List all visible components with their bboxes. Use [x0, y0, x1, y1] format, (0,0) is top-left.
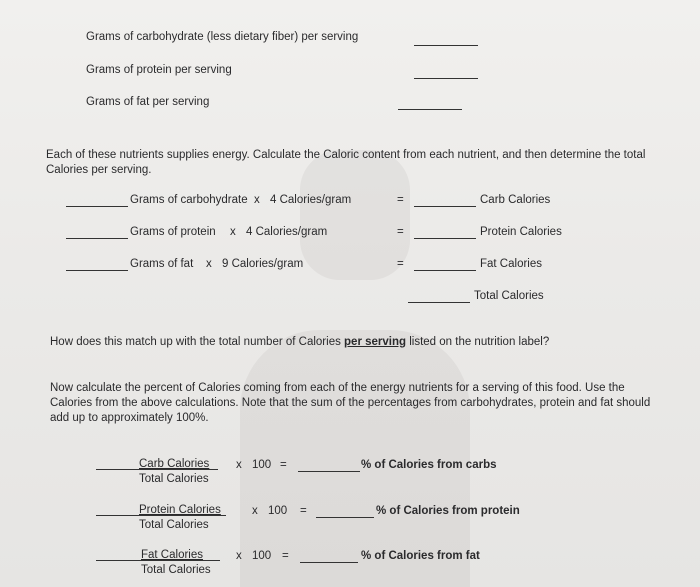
calc-row-fat-result: Fat Calories: [480, 258, 542, 270]
fat-denominator: Total Calories: [141, 564, 211, 576]
carb-grams-blank[interactable]: [414, 45, 478, 46]
fat-percent-factor: 100: [252, 550, 272, 562]
fat-numerator: Fat Calories: [141, 549, 203, 561]
calc-row-carb-label: Grams of carbohydrate: [130, 194, 248, 206]
calc-row-protein-eq: =: [397, 226, 404, 238]
protein-percent-eq: =: [300, 505, 307, 517]
calc-row-fat-label: Grams of fat: [130, 258, 194, 270]
calc-row-fat-factor: 9 Calories/gram: [222, 258, 304, 270]
calc-row-carb-eq: =: [397, 194, 404, 206]
fat-percent-op: x: [236, 550, 242, 562]
calc-row-carb-factor: 4 Calories/gram: [270, 194, 352, 206]
protein-denominator: Total Calories: [139, 519, 209, 531]
protein-numerator: Protein Calories: [139, 504, 221, 516]
protein-grams-label: Grams of protein per serving: [86, 64, 232, 76]
calc-row-protein-label: Grams of protein: [130, 226, 216, 238]
carb-percent-op: x: [236, 459, 242, 471]
carb-calories-blank[interactable]: [414, 206, 476, 207]
fat-grams-blank[interactable]: [398, 109, 462, 110]
protein-grams-blank[interactable]: [414, 78, 478, 79]
carb-percent-factor: 100: [252, 459, 272, 471]
carb-numerator: Carb Calories: [139, 458, 210, 470]
carb-denominator: Total Calories: [139, 473, 209, 485]
calc-row-protein-op: x: [230, 226, 236, 238]
protein-calories-blank[interactable]: [414, 238, 476, 239]
carb-percent-result: % of Calories from carbs: [361, 459, 497, 471]
calories-instructions: Each of these nutrients supplies energy. Calculate the Caloric content from each nutrient, and then determine the total Calories per serving.: [46, 149, 646, 176]
carb-grams-input-blank[interactable]: [66, 206, 128, 207]
carb-percent-eq: =: [280, 459, 287, 471]
total-calories-label: Total Calories: [474, 290, 544, 302]
match-question-emphasis: per serving: [344, 336, 407, 348]
protein-percent-blank[interactable]: [316, 517, 374, 518]
carb-percent-blank[interactable]: [298, 471, 360, 472]
protein-percent-op: x: [252, 505, 258, 517]
calc-row-carb-op: x: [254, 194, 260, 206]
calc-row-fat-op: x: [206, 258, 212, 270]
protein-grams-input-blank[interactable]: [66, 238, 128, 239]
calc-row-protein-result: Protein Calories: [480, 226, 562, 238]
carb-grams-label: Grams of carbohydrate (less dietary fiber) per serving: [86, 31, 359, 43]
fat-percent-eq: =: [282, 550, 289, 562]
fat-grams-input-blank[interactable]: [66, 270, 128, 271]
fat-percent-blank[interactable]: [300, 562, 358, 563]
match-question-text-end: listed on the nutrition label?: [406, 336, 550, 348]
protein-percent-factor: 100: [268, 505, 288, 517]
calc-row-protein-factor: 4 Calories/gram: [246, 226, 328, 238]
match-question-text: How does this match up with the total number of Calories: [50, 336, 345, 348]
match-question: [50, 336, 549, 348]
protein-percent-result: % of Calories from protein: [376, 505, 520, 517]
fat-grams-label: Grams of fat per serving: [86, 96, 210, 108]
fat-calories-blank[interactable]: [414, 270, 476, 271]
percent-instructions: Now calculate the percent of Calories coming from each of the energy nutrients for a serving of this food. Use the Calories from the above calculations. Note that the sum of the percentages from carbohydrates, protein and fat should add up to approximately 100%.: [50, 382, 651, 424]
total-calories-blank[interactable]: [408, 302, 470, 303]
calc-row-fat-eq: =: [397, 258, 404, 270]
fat-percent-result: % of Calories from fat: [361, 550, 480, 562]
calc-row-carb-result: Carb Calories: [480, 194, 551, 206]
